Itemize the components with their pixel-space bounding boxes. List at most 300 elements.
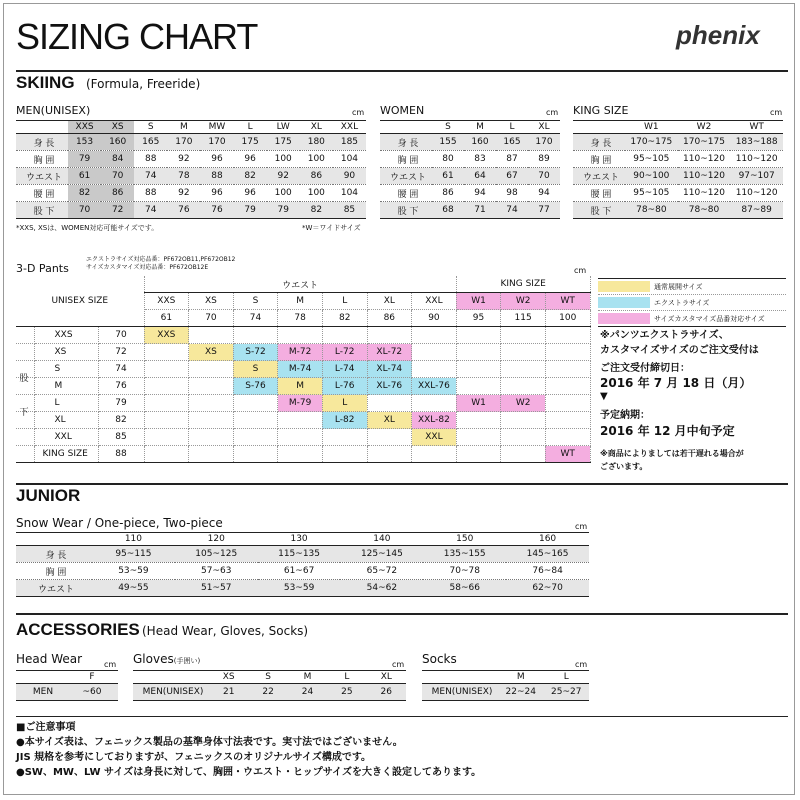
table-cell: 165 bbox=[496, 134, 528, 151]
table-cell: 82 bbox=[300, 202, 333, 219]
table-cell: 74 bbox=[496, 202, 528, 219]
pants-cell: XS bbox=[189, 344, 234, 361]
table-cell: ~60 bbox=[66, 684, 118, 701]
pants-row-size: S bbox=[34, 361, 98, 378]
table-cell: 110~120 bbox=[678, 185, 731, 202]
divider bbox=[16, 70, 788, 72]
table-cell: 84 bbox=[101, 151, 134, 168]
table-cell: 80 bbox=[432, 151, 464, 168]
table-row bbox=[573, 168, 783, 185]
men-note-right: *W＝ワイドサイズ bbox=[302, 224, 361, 232]
pants-row bbox=[16, 412, 590, 429]
table-cell: 74 bbox=[134, 202, 167, 219]
pants-row bbox=[16, 446, 590, 463]
pants-row-size: XL bbox=[34, 412, 98, 429]
pants-col-value: 78 bbox=[278, 310, 323, 327]
table-cell: 96 bbox=[234, 185, 267, 202]
pants-row bbox=[16, 378, 590, 395]
pants-cell bbox=[233, 446, 278, 463]
pants-row-value: 82 bbox=[98, 412, 144, 429]
pants-cell bbox=[545, 378, 590, 395]
men-note-left: *XXS, XSは、WOMEN対応可能サイズです。 bbox=[16, 224, 159, 232]
pants-col-value: 74 bbox=[233, 310, 278, 327]
pants-cell bbox=[233, 412, 278, 429]
divider bbox=[16, 613, 788, 615]
table-cell: 115~135 bbox=[258, 546, 341, 563]
pants-cell bbox=[501, 361, 546, 378]
junior-size-table bbox=[16, 532, 589, 597]
legend-swatch-blue bbox=[598, 297, 650, 308]
pants-cell: XL-72 bbox=[367, 344, 412, 361]
women-size-table bbox=[380, 120, 560, 219]
pants-cell bbox=[233, 327, 278, 344]
table-cell: 175 bbox=[234, 134, 267, 151]
pants-cell bbox=[189, 327, 234, 344]
junior-unit: cm bbox=[575, 522, 588, 531]
pants-row bbox=[16, 344, 590, 361]
deadline-date: 2016 年 7 月 18 日（月） bbox=[600, 376, 752, 390]
pants-cell bbox=[545, 344, 590, 361]
row-label: 腰 囲 bbox=[380, 185, 432, 202]
gloves-unit: cm bbox=[392, 660, 405, 669]
table-cell: 92 bbox=[167, 185, 200, 202]
table-header-cell bbox=[422, 671, 498, 684]
table-cell: 71 bbox=[464, 202, 496, 219]
pants-inseam-spacer bbox=[16, 429, 34, 446]
pants-row-size: L bbox=[34, 395, 98, 412]
pants-cell bbox=[144, 412, 189, 429]
table-row bbox=[380, 151, 560, 168]
row-label: 腰 囲 bbox=[16, 185, 68, 202]
men-title: MEN(UNISEX) bbox=[16, 104, 91, 117]
pants-cell: L bbox=[322, 395, 367, 412]
table-header-cell: XS bbox=[101, 121, 134, 134]
table-cell: 135~155 bbox=[423, 546, 506, 563]
table-cell: 170 bbox=[528, 134, 560, 151]
order-notice-2: カスタマイズサイズのご注文受付は bbox=[600, 345, 759, 356]
socks-unit: cm bbox=[575, 660, 588, 669]
pants-col-size: L bbox=[322, 293, 367, 310]
pants-cell bbox=[144, 378, 189, 395]
table-cell: 180 bbox=[300, 134, 333, 151]
table-header-cell: M bbox=[464, 121, 496, 134]
pants-cell: W1 bbox=[456, 395, 501, 412]
gloves-table bbox=[133, 670, 406, 701]
brand-logo: phenix bbox=[676, 20, 760, 50]
table-cell: 79 bbox=[234, 202, 267, 219]
pants-col-value: 86 bbox=[367, 310, 412, 327]
pants-row bbox=[16, 429, 590, 446]
table-header-cell: L bbox=[496, 121, 528, 134]
pants-row-value: 76 bbox=[98, 378, 144, 395]
table-cell: 125~145 bbox=[340, 546, 423, 563]
pants-cell bbox=[189, 361, 234, 378]
table-cell: 72 bbox=[101, 202, 134, 219]
pants-cell bbox=[144, 429, 189, 446]
row-label: MEN(UNISEX) bbox=[133, 684, 209, 701]
table-header-cell: S bbox=[432, 121, 464, 134]
pants-cell: S-72 bbox=[233, 344, 278, 361]
pants-col-value: 61 bbox=[144, 310, 189, 327]
pants-grid bbox=[16, 276, 591, 463]
table-cell: 170 bbox=[200, 134, 233, 151]
pants-cell bbox=[545, 429, 590, 446]
table-row bbox=[573, 134, 783, 151]
men-unit: cm bbox=[352, 108, 365, 117]
pants-title: 3-D Pants bbox=[16, 262, 69, 275]
table-cell: 86 bbox=[101, 185, 134, 202]
table-cell: 61 bbox=[68, 168, 101, 185]
pants-cell bbox=[322, 446, 367, 463]
pants-cell bbox=[545, 327, 590, 344]
table-cell: 155 bbox=[432, 134, 464, 151]
inseam-label-2: 下 bbox=[19, 408, 29, 418]
pants-cell: XXL bbox=[412, 429, 457, 446]
pants-row-value: 70 bbox=[98, 327, 144, 344]
pants-cell: M-79 bbox=[278, 395, 323, 412]
pants-header-row bbox=[16, 276, 590, 293]
table-cell: 78~80 bbox=[625, 202, 678, 219]
footnote-1: ※商品によりましては若干遅れる場合が bbox=[600, 449, 744, 458]
pants-cell bbox=[412, 361, 457, 378]
divider bbox=[16, 483, 788, 485]
table-cell: 53~59 bbox=[258, 580, 341, 597]
pants-cell: XL-74 bbox=[367, 361, 412, 378]
pants-row bbox=[16, 361, 590, 378]
footnote-2: ございます。 bbox=[600, 462, 648, 471]
row-label: 身 長 bbox=[16, 546, 92, 563]
table-row bbox=[380, 202, 560, 219]
pants-row-value: 88 bbox=[98, 446, 144, 463]
notes-line-1: ●本サイズ表は、フェニックス製品の基準身体寸法表です。実寸法ではございません。 bbox=[16, 737, 403, 748]
table-cell: 183~188 bbox=[730, 134, 783, 151]
pants-cell bbox=[545, 395, 590, 412]
unisex-size-label: UNISEX SIZE bbox=[16, 276, 144, 327]
table-header-row bbox=[16, 533, 589, 546]
table-header-cell: W1 bbox=[625, 121, 678, 134]
table-header-row bbox=[16, 121, 366, 134]
table-header-cell: XS bbox=[209, 671, 248, 684]
table-cell: 88 bbox=[134, 151, 167, 168]
table-cell: 65~72 bbox=[340, 563, 423, 580]
skiing-subtitle: (Formula, Freeride) bbox=[86, 77, 201, 91]
table-header-cell: XL bbox=[528, 121, 560, 134]
table-cell: 78 bbox=[167, 168, 200, 185]
table-header-cell bbox=[133, 671, 209, 684]
table-cell: 21 bbox=[209, 684, 248, 701]
table-cell: 61~67 bbox=[258, 563, 341, 580]
table-header-cell bbox=[380, 121, 432, 134]
gloves-title bbox=[133, 652, 200, 666]
table-cell: 51~57 bbox=[175, 580, 258, 597]
row-label: 腰 囲 bbox=[573, 185, 625, 202]
table-cell: 100 bbox=[300, 185, 333, 202]
table-cell: 89 bbox=[528, 151, 560, 168]
table-cell: 70~78 bbox=[423, 563, 506, 580]
table-header-cell bbox=[16, 121, 68, 134]
divider bbox=[16, 716, 788, 717]
pants-cell: XXL-76 bbox=[412, 378, 457, 395]
table-row bbox=[573, 202, 783, 219]
table-cell: 70 bbox=[528, 168, 560, 185]
table-cell: 88 bbox=[134, 185, 167, 202]
table-cell: 92 bbox=[267, 168, 300, 185]
table-cell: 96 bbox=[200, 151, 233, 168]
pants-inseam-spacer bbox=[16, 446, 34, 463]
row-label: 身 長 bbox=[380, 134, 432, 151]
pants-cell: L-82 bbox=[322, 412, 367, 429]
table-cell: 83 bbox=[464, 151, 496, 168]
table-row bbox=[16, 580, 589, 597]
pants-row-value: 74 bbox=[98, 361, 144, 378]
pants-cell bbox=[456, 412, 501, 429]
row-label: 股 下 bbox=[380, 202, 432, 219]
table-cell: 110~120 bbox=[678, 168, 731, 185]
table-cell: 96 bbox=[200, 185, 233, 202]
table-cell: 110~120 bbox=[730, 151, 783, 168]
table-row bbox=[422, 684, 589, 701]
table-header-row bbox=[16, 671, 118, 684]
pants-col-value: 95 bbox=[456, 310, 501, 327]
table-cell: 26 bbox=[367, 684, 406, 701]
order-notice-1: ※パンツエクストラサイズ、 bbox=[600, 330, 729, 341]
row-label: 身 長 bbox=[573, 134, 625, 151]
pants-cell: L-72 bbox=[322, 344, 367, 361]
row-label: 胸 囲 bbox=[380, 151, 432, 168]
table-cell: 94 bbox=[464, 185, 496, 202]
row-label: MEN bbox=[16, 684, 66, 701]
legend-item-regular bbox=[598, 279, 786, 295]
notes-line-3: ●SW、MW、LW サイズは身長に対して、胸囲・ウエスト・ヒップサイズを大きく設定してあります。 bbox=[16, 767, 482, 778]
table-cell: 76 bbox=[167, 202, 200, 219]
pants-col-size: XS bbox=[189, 293, 234, 310]
table-header-cell bbox=[16, 533, 92, 546]
inseam-label bbox=[16, 362, 32, 430]
table-cell: 87~89 bbox=[730, 202, 783, 219]
pants-cell bbox=[367, 429, 412, 446]
accessories-title: ACCESSORIES bbox=[16, 620, 140, 639]
table-header-cell: 120 bbox=[175, 533, 258, 546]
table-cell: 175 bbox=[267, 134, 300, 151]
row-label: ウエスト bbox=[573, 168, 625, 185]
pants-cell bbox=[189, 429, 234, 446]
pants-row-size: XS bbox=[34, 344, 98, 361]
socks-title: Socks bbox=[422, 652, 457, 666]
table-cell: 79 bbox=[267, 202, 300, 219]
king-unit: cm bbox=[770, 108, 783, 117]
pants-cell bbox=[412, 344, 457, 361]
table-header-cell bbox=[573, 121, 625, 134]
table-cell: 87 bbox=[496, 151, 528, 168]
table-header-row bbox=[380, 121, 560, 134]
table-header-cell: M bbox=[167, 121, 200, 134]
headwear-title: Head Wear bbox=[16, 652, 83, 666]
pants-cell: L-76 bbox=[322, 378, 367, 395]
pants-cell: XL-76 bbox=[367, 378, 412, 395]
row-label: 胸 囲 bbox=[573, 151, 625, 168]
table-cell: 90~100 bbox=[625, 168, 678, 185]
pants-cell: S bbox=[233, 361, 278, 378]
headwear-unit: cm bbox=[104, 660, 117, 669]
table-cell: 53~59 bbox=[92, 563, 175, 580]
table-header-cell: L bbox=[544, 671, 590, 684]
table-cell: 110~120 bbox=[678, 151, 731, 168]
pants-cell: M-74 bbox=[278, 361, 323, 378]
table-cell: 58~66 bbox=[423, 580, 506, 597]
gloves-title-text: Gloves bbox=[133, 652, 174, 666]
table-cell: 22~24 bbox=[498, 684, 544, 701]
row-label: 股 下 bbox=[573, 202, 625, 219]
women-unit: cm bbox=[546, 108, 559, 117]
pants-cell bbox=[456, 378, 501, 395]
pants-cell bbox=[367, 395, 412, 412]
table-header-cell: W2 bbox=[678, 121, 731, 134]
table-header-cell: S bbox=[134, 121, 167, 134]
pants-col-value: 100 bbox=[545, 310, 590, 327]
row-label: 身 長 bbox=[16, 134, 68, 151]
table-cell: 61 bbox=[432, 168, 464, 185]
notes-line-2: JIS 規格を参考にしておりますが、フェニックスのオリジナルサイズ構成です。 bbox=[16, 752, 372, 763]
table-row bbox=[380, 185, 560, 202]
men-size-table bbox=[16, 120, 366, 219]
table-header-cell bbox=[16, 671, 66, 684]
king-size-label: KING SIZE bbox=[456, 276, 590, 293]
row-label: ウエスト bbox=[16, 580, 92, 597]
pants-cell bbox=[367, 327, 412, 344]
table-cell: 153 bbox=[68, 134, 101, 151]
pants-col-size: S bbox=[233, 293, 278, 310]
pants-cell bbox=[144, 395, 189, 412]
pants-col-size: W2 bbox=[501, 293, 546, 310]
legend-item-extra bbox=[598, 295, 786, 311]
table-header-cell: XL bbox=[300, 121, 333, 134]
table-cell: 25 bbox=[327, 684, 366, 701]
table-header-cell: M bbox=[498, 671, 544, 684]
junior-subtitle: Snow Wear / One-piece, Two-piece bbox=[16, 516, 223, 530]
pants-col-size: XXL bbox=[412, 293, 457, 310]
pants-cell bbox=[545, 361, 590, 378]
accessories-subtitle: (Head Wear, Gloves, Socks) bbox=[142, 624, 309, 638]
row-label: 股 下 bbox=[16, 202, 68, 219]
pants-unit: cm bbox=[574, 266, 587, 275]
product-line-1: エクストラサイズ対応品番：PF672OB11,PF672OB12 bbox=[86, 256, 236, 263]
table-row bbox=[16, 185, 366, 202]
pants-col-size: XXS bbox=[144, 293, 189, 310]
pants-cell bbox=[501, 378, 546, 395]
table-cell: 92 bbox=[167, 151, 200, 168]
table-cell: 86 bbox=[432, 185, 464, 202]
table-cell: 79 bbox=[68, 151, 101, 168]
table-cell: 64 bbox=[464, 168, 496, 185]
pants-inseam-spacer bbox=[16, 344, 34, 361]
pants-cell: XXL-82 bbox=[412, 412, 457, 429]
table-cell: 160 bbox=[464, 134, 496, 151]
table-header-cell: 130 bbox=[258, 533, 341, 546]
pants-col-size: WT bbox=[545, 293, 590, 310]
table-header-cell: 160 bbox=[506, 533, 589, 546]
pants-col-value: 70 bbox=[189, 310, 234, 327]
pants-cell bbox=[278, 429, 323, 446]
pants-col-value: 115 bbox=[501, 310, 546, 327]
table-cell: 105~125 bbox=[175, 546, 258, 563]
pants-cell bbox=[322, 327, 367, 344]
pants-row bbox=[16, 327, 590, 344]
table-cell: 54~62 bbox=[340, 580, 423, 597]
table-cell: 94 bbox=[528, 185, 560, 202]
legend-swatch-yellow bbox=[598, 281, 650, 292]
table-cell: 100 bbox=[267, 151, 300, 168]
pants-cell bbox=[189, 446, 234, 463]
king-size-table bbox=[573, 120, 783, 219]
page-title: SIZING CHART bbox=[16, 16, 258, 57]
legend-label-custom: サイズカスタマイズ品番対応サイズ bbox=[654, 314, 765, 323]
row-label: MEN(UNISEX) bbox=[422, 684, 498, 701]
table-header-cell: L bbox=[234, 121, 267, 134]
table-cell: 104 bbox=[333, 151, 366, 168]
table-cell: 90 bbox=[333, 168, 366, 185]
pants-col-value: 90 bbox=[412, 310, 457, 327]
table-cell: 170~175 bbox=[625, 134, 678, 151]
king-title: KING SIZE bbox=[573, 104, 629, 117]
table-cell: 74 bbox=[134, 168, 167, 185]
table-cell: 24 bbox=[288, 684, 327, 701]
waist-label: ウエスト bbox=[144, 276, 456, 293]
pants-cell bbox=[501, 429, 546, 446]
table-row bbox=[16, 563, 589, 580]
pants-cell bbox=[189, 412, 234, 429]
table-cell: 62~70 bbox=[506, 580, 589, 597]
row-label: ウエスト bbox=[380, 168, 432, 185]
pants-cell: M bbox=[278, 378, 323, 395]
headwear-table bbox=[16, 670, 118, 701]
pants-cell bbox=[189, 395, 234, 412]
table-cell: 49~55 bbox=[92, 580, 175, 597]
table-header-cell: F bbox=[66, 671, 118, 684]
pants-cell bbox=[501, 412, 546, 429]
pants-cell: S-76 bbox=[233, 378, 278, 395]
pants-cell bbox=[233, 429, 278, 446]
pants-col-value: 82 bbox=[322, 310, 367, 327]
pants-cell bbox=[456, 446, 501, 463]
pants-cell bbox=[278, 327, 323, 344]
table-header-cell: XL bbox=[367, 671, 406, 684]
table-row bbox=[133, 684, 406, 701]
skiing-title: SKIING bbox=[16, 73, 75, 92]
table-cell: 77 bbox=[528, 202, 560, 219]
table-cell: 165 bbox=[134, 134, 167, 151]
table-cell: 95~115 bbox=[92, 546, 175, 563]
table-cell: 25~27 bbox=[544, 684, 590, 701]
pants-cell bbox=[144, 361, 189, 378]
table-cell: 86 bbox=[300, 168, 333, 185]
pants-cell bbox=[456, 361, 501, 378]
pants-cell bbox=[189, 378, 234, 395]
table-row bbox=[16, 202, 366, 219]
inseam-label-1: 股 bbox=[19, 374, 29, 384]
pants-cell bbox=[367, 446, 412, 463]
table-header-row bbox=[133, 671, 406, 684]
table-cell: 98 bbox=[496, 185, 528, 202]
table-row bbox=[573, 151, 783, 168]
pants-col-size: M bbox=[278, 293, 323, 310]
table-header-cell: 150 bbox=[423, 533, 506, 546]
pants-cell bbox=[456, 429, 501, 446]
table-cell: 76~84 bbox=[506, 563, 589, 580]
pants-cell bbox=[456, 344, 501, 361]
pants-row-size: XXS bbox=[34, 327, 98, 344]
table-header-cell: L bbox=[327, 671, 366, 684]
table-row bbox=[16, 168, 366, 185]
